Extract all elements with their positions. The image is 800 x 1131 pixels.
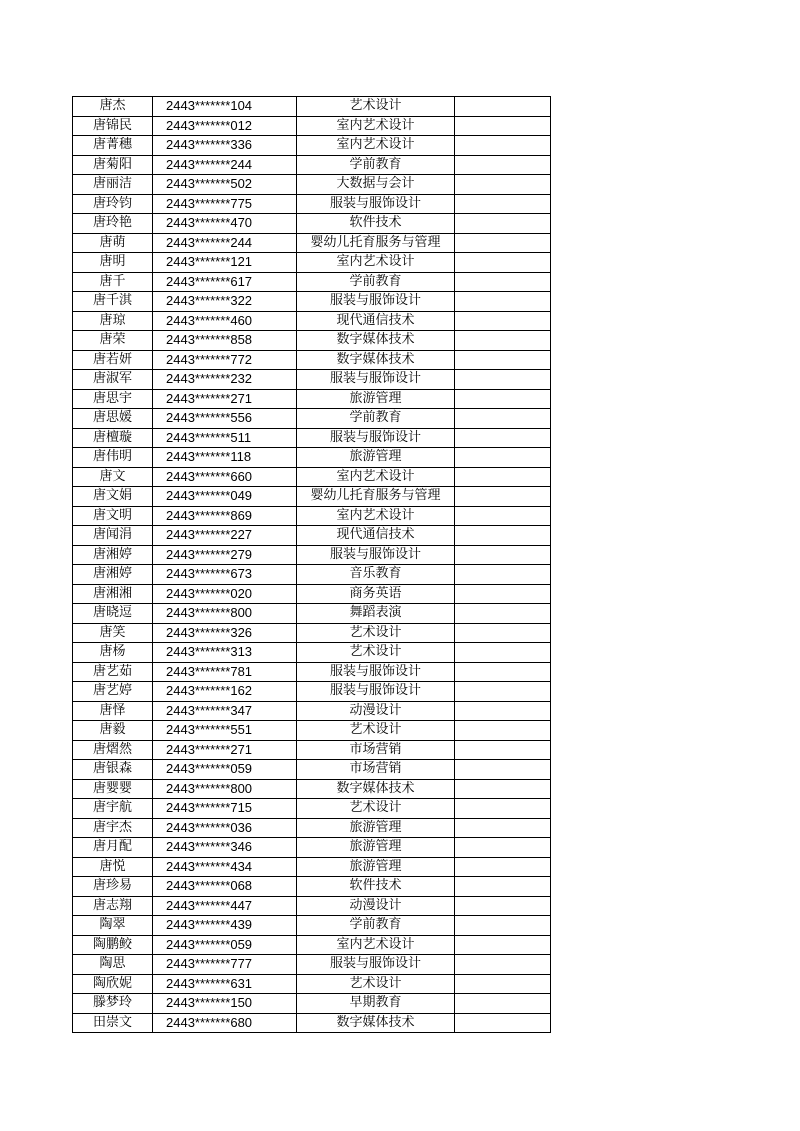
student-name-cell: 唐宇航 [73, 799, 153, 819]
empty-cell [455, 253, 551, 273]
student-name-cell: 唐银森 [73, 760, 153, 780]
student-name-cell: 唐若妍 [73, 350, 153, 370]
student-id-cell: 2443*******279 [153, 545, 297, 565]
student-id-cell: 2443*******660 [153, 467, 297, 487]
major-cell: 大数据与会计 [297, 175, 455, 195]
student-id-cell: 2443*******781 [153, 662, 297, 682]
empty-cell [455, 838, 551, 858]
empty-cell [455, 565, 551, 585]
table-row [73, 974, 551, 994]
major-cell: 学前教育 [297, 155, 455, 175]
student-id-cell: 2443*******800 [153, 604, 297, 624]
student-id-cell: 2443*******104 [153, 97, 297, 117]
empty-cell [455, 662, 551, 682]
major-cell: 艺术设计 [297, 974, 455, 994]
empty-cell [455, 194, 551, 214]
student-id-cell: 2443*******121 [153, 253, 297, 273]
table-row [73, 857, 551, 877]
student-name-cell: 唐杰 [73, 97, 153, 117]
major-cell: 学前教育 [297, 916, 455, 936]
student-name-cell: 陶思 [73, 955, 153, 975]
table-row [73, 311, 551, 331]
student-id-cell: 2443*******059 [153, 760, 297, 780]
empty-cell [455, 935, 551, 955]
student-id-cell: 2443*******012 [153, 116, 297, 136]
table-row [73, 292, 551, 312]
student-id-cell: 2443*******470 [153, 214, 297, 234]
student-name-cell: 唐千 [73, 272, 153, 292]
table-row [73, 175, 551, 195]
student-name-cell: 唐湘婷 [73, 565, 153, 585]
table-body [73, 97, 551, 1033]
major-cell: 旅游管理 [297, 857, 455, 877]
empty-cell [455, 350, 551, 370]
major-cell: 动漫设计 [297, 896, 455, 916]
major-cell: 学前教育 [297, 409, 455, 429]
student-id-cell: 2443*******326 [153, 623, 297, 643]
major-cell: 艺术设计 [297, 643, 455, 663]
table-row [73, 584, 551, 604]
major-cell: 室内艺术设计 [297, 506, 455, 526]
student-name-cell: 唐晓逗 [73, 604, 153, 624]
major-cell: 早期教育 [297, 994, 455, 1014]
empty-cell [455, 701, 551, 721]
empty-cell [455, 682, 551, 702]
major-cell: 现代通信技术 [297, 526, 455, 546]
table-row [73, 428, 551, 448]
student-name-cell: 唐千淇 [73, 292, 153, 312]
student-id-cell: 2443*******777 [153, 955, 297, 975]
major-cell: 市场营销 [297, 740, 455, 760]
empty-cell [455, 740, 551, 760]
student-name-cell: 唐湘婷 [73, 545, 153, 565]
student-name-cell: 唐丽洁 [73, 175, 153, 195]
student-id-cell: 2443*******772 [153, 350, 297, 370]
student-name-cell: 唐月配 [73, 838, 153, 858]
student-id-cell: 2443*******715 [153, 799, 297, 819]
student-name-cell: 唐明 [73, 253, 153, 273]
empty-cell [455, 506, 551, 526]
student-name-cell: 陶欣妮 [73, 974, 153, 994]
major-cell: 服装与服饰设计 [297, 662, 455, 682]
table-row [73, 682, 551, 702]
table-row [73, 935, 551, 955]
empty-cell [455, 584, 551, 604]
student-name-cell: 唐珍易 [73, 877, 153, 897]
major-cell: 室内艺术设计 [297, 136, 455, 156]
student-name-cell: 唐菊阳 [73, 155, 153, 175]
student-id-cell: 2443*******271 [153, 389, 297, 409]
student-id-cell: 2443*******511 [153, 428, 297, 448]
student-id-cell: 2443*******232 [153, 370, 297, 390]
table-row [73, 155, 551, 175]
student-id-cell: 2443*******346 [153, 838, 297, 858]
major-cell: 软件技术 [297, 214, 455, 234]
student-id-cell: 2443*******336 [153, 136, 297, 156]
empty-cell [455, 643, 551, 663]
major-cell: 舞蹈表演 [297, 604, 455, 624]
student-id-cell: 2443*******118 [153, 448, 297, 468]
student-id-cell: 2443*******244 [153, 155, 297, 175]
major-cell: 服装与服饰设计 [297, 955, 455, 975]
table-row [73, 272, 551, 292]
major-cell: 服装与服饰设计 [297, 428, 455, 448]
student-id-cell: 2443*******049 [153, 487, 297, 507]
empty-cell [455, 136, 551, 156]
empty-cell [455, 955, 551, 975]
student-id-cell: 2443*******869 [153, 506, 297, 526]
table-row [73, 214, 551, 234]
student-name-cell: 唐荣 [73, 331, 153, 351]
student-name-cell: 唐文明 [73, 506, 153, 526]
empty-cell [455, 994, 551, 1014]
empty-cell [455, 526, 551, 546]
table-row [73, 779, 551, 799]
empty-cell [455, 467, 551, 487]
student-id-cell: 2443*******617 [153, 272, 297, 292]
major-cell: 数字媒体技术 [297, 331, 455, 351]
student-name-cell: 唐悦 [73, 857, 153, 877]
student-id-cell: 2443*******036 [153, 818, 297, 838]
student-name-cell: 田崇文 [73, 1013, 153, 1033]
student-name-cell: 唐文 [73, 467, 153, 487]
empty-cell [455, 623, 551, 643]
empty-cell [455, 155, 551, 175]
student-name-cell: 唐熠然 [73, 740, 153, 760]
major-cell: 艺术设计 [297, 97, 455, 117]
major-cell: 现代通信技术 [297, 311, 455, 331]
empty-cell [455, 896, 551, 916]
empty-cell [455, 1013, 551, 1033]
student-name-cell: 唐志翔 [73, 896, 153, 916]
student-id-cell: 2443*******680 [153, 1013, 297, 1033]
major-cell: 旅游管理 [297, 389, 455, 409]
table-row [73, 721, 551, 741]
student-name-cell: 唐思宇 [73, 389, 153, 409]
empty-cell [455, 545, 551, 565]
major-cell: 音乐教育 [297, 565, 455, 585]
major-cell: 软件技术 [297, 877, 455, 897]
table-row [73, 545, 551, 565]
table-row [73, 409, 551, 429]
table-row [73, 233, 551, 253]
table-row [73, 662, 551, 682]
major-cell: 旅游管理 [297, 838, 455, 858]
table-row [73, 760, 551, 780]
student-id-cell: 2443*******775 [153, 194, 297, 214]
student-id-cell: 2443*******673 [153, 565, 297, 585]
major-cell: 室内艺术设计 [297, 253, 455, 273]
table-row [73, 643, 551, 663]
student-id-cell: 2443*******244 [153, 233, 297, 253]
student-id-cell: 2443*******858 [153, 331, 297, 351]
major-cell: 婴幼儿托育服务与管理 [297, 233, 455, 253]
student-id-cell: 2443*******313 [153, 643, 297, 663]
student-name-cell: 唐玲钧 [73, 194, 153, 214]
table-row [73, 370, 551, 390]
major-cell: 室内艺术设计 [297, 935, 455, 955]
student-name-cell: 唐艺茹 [73, 662, 153, 682]
empty-cell [455, 175, 551, 195]
empty-cell [455, 428, 551, 448]
major-cell: 室内艺术设计 [297, 116, 455, 136]
student-name-cell: 唐怿 [73, 701, 153, 721]
student-name-cell: 唐毅 [73, 721, 153, 741]
empty-cell [455, 448, 551, 468]
student-id-cell: 2443*******150 [153, 994, 297, 1014]
empty-cell [455, 916, 551, 936]
major-cell: 市场营销 [297, 760, 455, 780]
student-name-cell: 唐萌 [73, 233, 153, 253]
major-cell: 旅游管理 [297, 818, 455, 838]
empty-cell [455, 409, 551, 429]
student-name-cell: 唐思媛 [73, 409, 153, 429]
table-row [73, 487, 551, 507]
student-name-cell: 唐闻涓 [73, 526, 153, 546]
empty-cell [455, 214, 551, 234]
major-cell: 数字媒体技术 [297, 350, 455, 370]
student-id-cell: 2443*******322 [153, 292, 297, 312]
student-id-cell: 2443*******271 [153, 740, 297, 760]
table-row [73, 97, 551, 117]
major-cell: 旅游管理 [297, 448, 455, 468]
major-cell: 艺术设计 [297, 623, 455, 643]
student-id-cell: 2443*******347 [153, 701, 297, 721]
table-row [73, 740, 551, 760]
empty-cell [455, 370, 551, 390]
student-id-cell: 2443*******551 [153, 721, 297, 741]
table-row [73, 565, 551, 585]
major-cell: 服装与服饰设计 [297, 545, 455, 565]
table-row [73, 604, 551, 624]
major-cell: 室内艺术设计 [297, 467, 455, 487]
table-row [73, 1013, 551, 1033]
student-name-cell: 唐菁穗 [73, 136, 153, 156]
empty-cell [455, 721, 551, 741]
major-cell: 动漫设计 [297, 701, 455, 721]
empty-cell [455, 974, 551, 994]
table-row [73, 799, 551, 819]
major-cell: 艺术设计 [297, 799, 455, 819]
table-row [73, 526, 551, 546]
empty-cell [455, 487, 551, 507]
table-row [73, 955, 551, 975]
table-row [73, 194, 551, 214]
major-cell: 婴幼儿托育服务与管理 [297, 487, 455, 507]
student-id-cell: 2443*******162 [153, 682, 297, 702]
major-cell: 学前教育 [297, 272, 455, 292]
table-row [73, 448, 551, 468]
major-cell: 商务英语 [297, 584, 455, 604]
empty-cell [455, 604, 551, 624]
major-cell: 服装与服饰设计 [297, 194, 455, 214]
table-row [73, 701, 551, 721]
student-name-cell: 唐湘湘 [73, 584, 153, 604]
empty-cell [455, 779, 551, 799]
student-name-cell: 唐笑 [73, 623, 153, 643]
student-name-cell: 陶鹏鲛 [73, 935, 153, 955]
table-row [73, 916, 551, 936]
student-name-cell: 滕梦玲 [73, 994, 153, 1014]
student-id-cell: 2443*******502 [153, 175, 297, 195]
student-name-cell: 唐艺婷 [73, 682, 153, 702]
student-id-cell: 2443*******434 [153, 857, 297, 877]
major-cell: 数字媒体技术 [297, 1013, 455, 1033]
table-row [73, 253, 551, 273]
empty-cell [455, 818, 551, 838]
student-id-cell: 2443*******020 [153, 584, 297, 604]
student-name-cell: 唐淑军 [73, 370, 153, 390]
student-name-cell: 唐锦民 [73, 116, 153, 136]
empty-cell [455, 799, 551, 819]
table-row [73, 818, 551, 838]
table-row [73, 389, 551, 409]
empty-cell [455, 331, 551, 351]
empty-cell [455, 877, 551, 897]
table-row [73, 136, 551, 156]
major-cell: 服装与服饰设计 [297, 370, 455, 390]
empty-cell [455, 272, 551, 292]
student-name-cell: 唐檀璇 [73, 428, 153, 448]
empty-cell [455, 311, 551, 331]
table-row [73, 623, 551, 643]
table-row [73, 994, 551, 1014]
student-id-cell: 2443*******227 [153, 526, 297, 546]
table-row [73, 116, 551, 136]
major-cell: 服装与服饰设计 [297, 682, 455, 702]
student-name-cell: 唐婴婴 [73, 779, 153, 799]
student-list-table [72, 96, 551, 1033]
empty-cell [455, 292, 551, 312]
empty-cell [455, 233, 551, 253]
student-id-cell: 2443*******631 [153, 974, 297, 994]
table-row [73, 506, 551, 526]
major-cell: 服装与服饰设计 [297, 292, 455, 312]
student-name-cell: 唐杨 [73, 643, 153, 663]
empty-cell [455, 97, 551, 117]
student-name-cell: 唐文娟 [73, 487, 153, 507]
empty-cell [455, 389, 551, 409]
student-id-cell: 2443*******447 [153, 896, 297, 916]
empty-cell [455, 760, 551, 780]
student-id-cell: 2443*******556 [153, 409, 297, 429]
student-name-cell: 唐玲艳 [73, 214, 153, 234]
empty-cell [455, 116, 551, 136]
table-row [73, 331, 551, 351]
table-row [73, 467, 551, 487]
student-id-cell: 2443*******460 [153, 311, 297, 331]
table-row [73, 350, 551, 370]
empty-cell [455, 857, 551, 877]
student-name-cell: 唐琼 [73, 311, 153, 331]
student-id-cell: 2443*******800 [153, 779, 297, 799]
major-cell: 艺术设计 [297, 721, 455, 741]
major-cell: 数字媒体技术 [297, 779, 455, 799]
student-id-cell: 2443*******439 [153, 916, 297, 936]
student-id-cell: 2443*******059 [153, 935, 297, 955]
student-id-cell: 2443*******068 [153, 877, 297, 897]
table-row [73, 896, 551, 916]
student-name-cell: 陶翠 [73, 916, 153, 936]
table-row [73, 838, 551, 858]
table-row [73, 877, 551, 897]
student-name-cell: 唐宇杰 [73, 818, 153, 838]
student-name-cell: 唐伟明 [73, 448, 153, 468]
